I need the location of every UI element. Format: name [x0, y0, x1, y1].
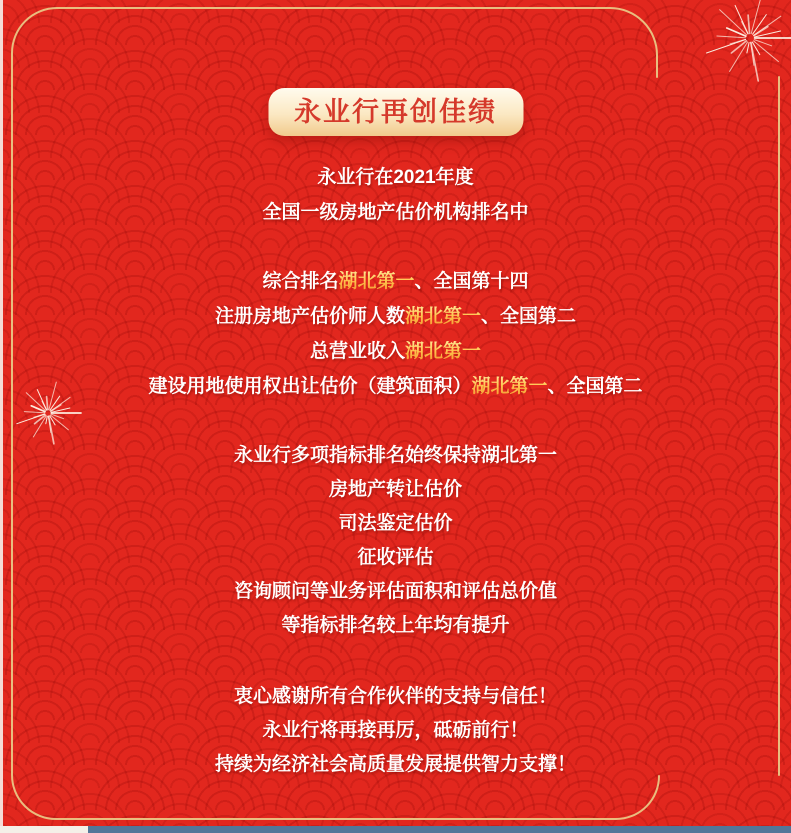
intro-line-1: 永业行在2021年度 — [317, 167, 474, 188]
ranking-line-1 — [0, 264, 791, 299]
ranking-text: 、全国第十四 — [414, 271, 529, 292]
achievements-section — [0, 439, 791, 643]
closing-line-3: 持续为经济社会高质量发展提供智力支撑！ — [214, 754, 576, 775]
ranking-text: 综合排名 — [262, 271, 339, 292]
page-edge-bottom-blue — [88, 826, 791, 833]
page-edge-left — [0, 0, 3, 833]
ranking-text: 注册房地产估价师人数 — [214, 306, 405, 327]
rankings-section — [0, 264, 791, 404]
ranking-text: 、全国第二 — [481, 306, 577, 327]
achievement-line-5: 咨询顾问等业务评估面积和评估总价值 — [233, 581, 557, 602]
title-badge: 永业行再创佳绩 — [268, 88, 523, 136]
ranking-text: 总营业收入 — [309, 341, 405, 362]
ranking-line-3 — [0, 334, 791, 369]
achievement-line-3: 司法鉴定估价 — [338, 513, 453, 534]
achievement-line-6: 等指标排名较上年均有提升 — [281, 615, 510, 636]
ranking-highlight: 湖北第一 — [405, 341, 482, 362]
achievement-line-1: 永业行多项指标排名始终保持湖北第一 — [233, 445, 557, 466]
firework-icon — [707, 0, 791, 81]
ranking-line-2 — [0, 299, 791, 334]
ranking-text: 、全国第二 — [547, 376, 643, 397]
page-edge-bottom-white — [0, 826, 88, 833]
ranking-line-4 — [0, 369, 791, 404]
ranking-text: 建设用地使用权出让估价（建筑面积） — [148, 376, 472, 397]
ranking-highlight: 湖北第一 — [404, 306, 481, 327]
closing-line-2: 永业行将再接再厉，砥砺前行！ — [262, 720, 529, 741]
intro-line-2: 全国一级房地产估价机构排名中 — [262, 202, 529, 223]
closing-line-1: 衷心感谢所有合作伙伴的支持与信任！ — [233, 686, 557, 707]
ranking-highlight: 湖北第一 — [338, 271, 415, 292]
closing-section — [0, 680, 791, 782]
intro-section — [0, 160, 791, 230]
achievement-line-2: 房地产转让估价 — [328, 479, 462, 500]
achievement-line-4: 征收评估 — [357, 547, 434, 568]
ranking-highlight: 湖北第一 — [471, 376, 548, 397]
